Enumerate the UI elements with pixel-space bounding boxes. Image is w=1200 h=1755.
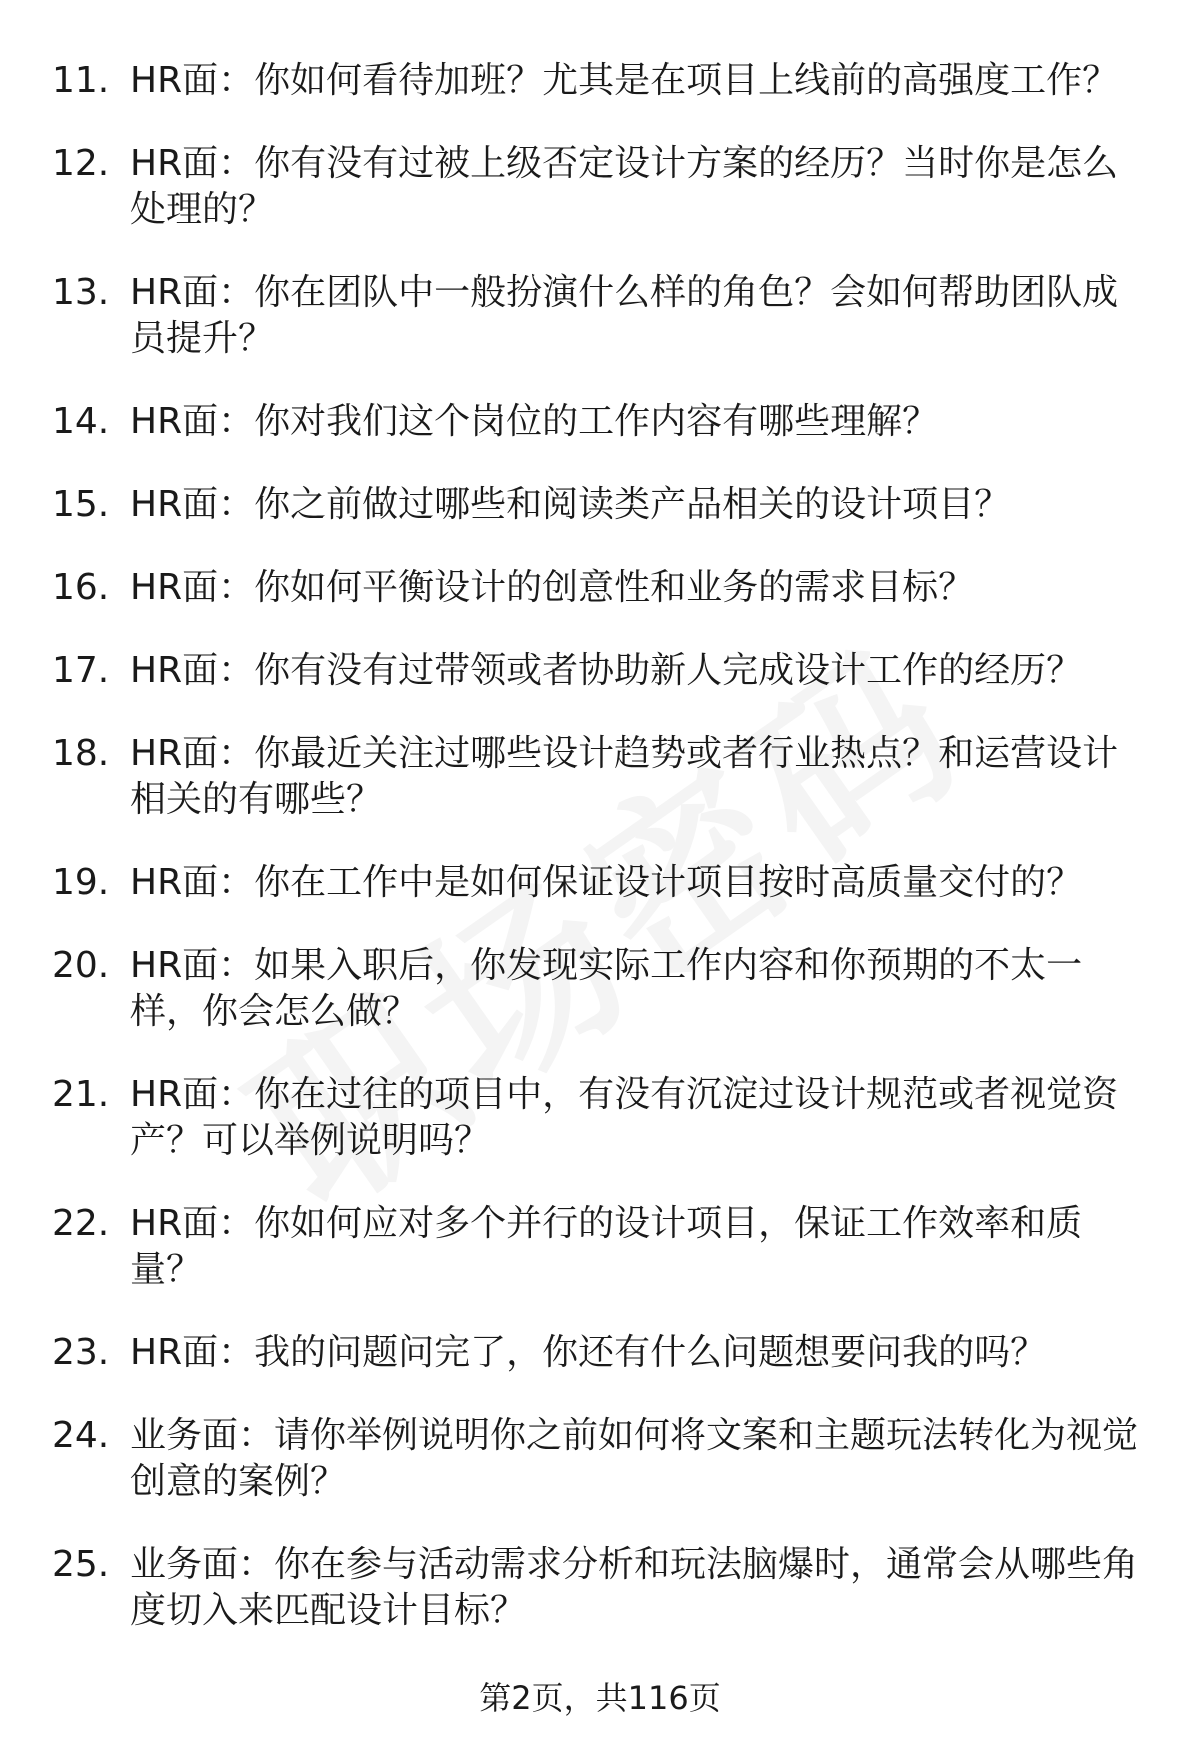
- question-text: HR面：我的问题问完了，你还有什么问题想要问我的吗？: [130, 1332, 1047, 1373]
- question-list: [52, 58, 1156, 1634]
- question-number: 13.: [52, 272, 110, 313]
- list-item: [52, 58, 1156, 104]
- question-number: 21.: [52, 1074, 110, 1115]
- list-item: [52, 1413, 1156, 1505]
- list-item: [52, 1330, 1156, 1376]
- question-text: HR面：你对我们这个岗位的工作内容有哪些理解？: [130, 401, 939, 442]
- list-item: [52, 141, 1156, 233]
- question-text: HR面：你在过往的项目中，有没有沉淀过设计规范或者视觉资产？可以举例说明吗？: [130, 1074, 1119, 1161]
- question-number: 19.: [52, 862, 110, 903]
- question-text: HR面：如果入职后，你发现实际工作内容和你预期的不太一样，你会怎么做？: [130, 945, 1083, 1032]
- question-text: HR面：你在团队中一般扮演什么样的角色？会如何帮助团队成员提升？: [130, 272, 1119, 359]
- question-number: 18.: [52, 733, 110, 774]
- question-text: HR面：你有没有过带领或者协助新人完成设计工作的经历？: [130, 650, 1083, 691]
- list-item: [52, 270, 1156, 362]
- question-number: 25.: [52, 1544, 110, 1585]
- list-item: [52, 648, 1156, 694]
- list-item: [52, 1201, 1156, 1293]
- question-number: 20.: [52, 945, 110, 986]
- question-text: 业务面：请你举例说明你之前如何将文案和主题玩法转化为视觉创意的案例？: [130, 1415, 1139, 1502]
- question-text: HR面：你在工作中是如何保证设计项目按时高质量交付的？: [130, 862, 1083, 903]
- question-number: 15.: [52, 484, 110, 525]
- question-text: HR面：你有没有过被上级否定设计方案的经历？当时你是怎么处理的？: [130, 143, 1119, 230]
- list-item: [52, 1072, 1156, 1164]
- page-footer: 第2页，共116页: [479, 1679, 721, 1717]
- question-number: 17.: [52, 650, 110, 691]
- question-number: 24.: [52, 1415, 110, 1456]
- list-item: [52, 943, 1156, 1035]
- question-number: 22.: [52, 1203, 110, 1244]
- question-number: 14.: [52, 401, 110, 442]
- list-item: [52, 482, 1156, 528]
- question-number: 23.: [52, 1332, 110, 1373]
- question-text: HR面：你如何平衡设计的创意性和业务的需求目标？: [130, 567, 975, 608]
- list-item: [52, 860, 1156, 906]
- list-item: [52, 399, 1156, 445]
- list-item: [52, 565, 1156, 611]
- question-text: 业务面：你在参与活动需求分析和玩法脑爆时，通常会从哪些角度切入来匹配设计目标？: [130, 1544, 1139, 1631]
- list-item: [52, 1542, 1156, 1634]
- question-text: HR面：你最近关注过哪些设计趋势或者行业热点？和运营设计相关的有哪些？: [130, 733, 1119, 820]
- question-text: HR面：你如何应对多个并行的设计项目，保证工作效率和质量？: [130, 1203, 1083, 1290]
- question-number: 11.: [52, 60, 110, 101]
- question-number: 12.: [52, 143, 110, 184]
- question-number: 16.: [52, 567, 110, 608]
- question-text: HR面：你如何看待加班？尤其是在项目上线前的高强度工作？: [130, 60, 1119, 101]
- list-item: [52, 731, 1156, 823]
- question-text: HR面：你之前做过哪些和阅读类产品相关的设计项目？: [130, 484, 1011, 525]
